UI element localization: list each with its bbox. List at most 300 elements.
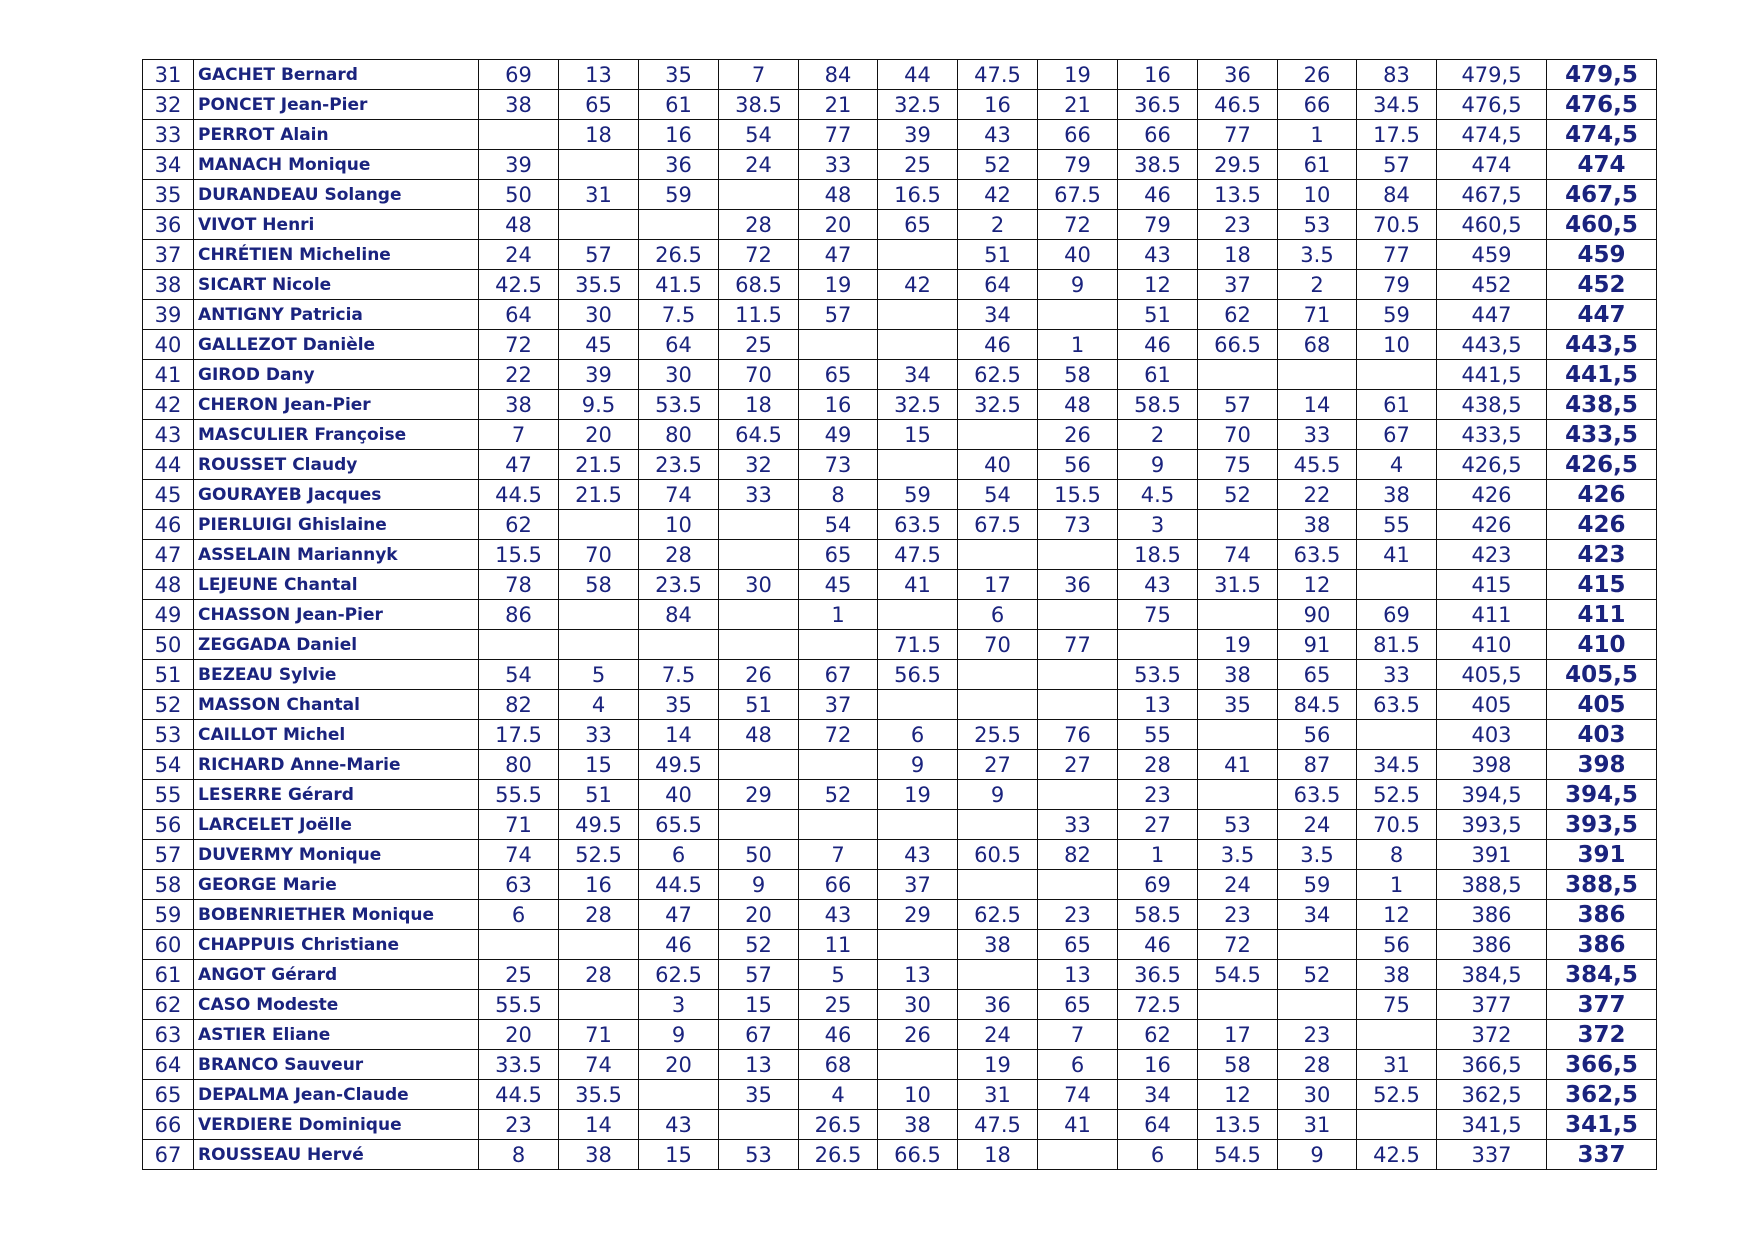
player-name-cell: BEZEAU Sylvie xyxy=(194,660,479,690)
score-cell xyxy=(719,810,799,840)
score-cell: 4 xyxy=(559,690,639,720)
score-cell: 25 xyxy=(878,150,958,180)
score-cell: 15 xyxy=(639,1140,719,1170)
score-cell: 74 xyxy=(639,480,719,510)
score-cell: 26 xyxy=(1038,420,1118,450)
score-cell: 21 xyxy=(1038,90,1118,120)
score-cell: 1 xyxy=(1038,330,1118,360)
score-cell: 68 xyxy=(799,1050,878,1080)
table-row xyxy=(143,270,1657,300)
rank-cell: 49 xyxy=(143,600,194,630)
total-cell: 426,5 xyxy=(1437,450,1547,480)
score-cell: 55.5 xyxy=(479,990,559,1020)
score-cell: 43 xyxy=(1118,570,1198,600)
score-cell: 33 xyxy=(1357,660,1437,690)
score-cell: 35.5 xyxy=(559,270,639,300)
table-row xyxy=(143,660,1657,690)
score-cell: 82 xyxy=(1038,840,1118,870)
table-row xyxy=(143,1110,1657,1140)
total-cell: 459 xyxy=(1437,240,1547,270)
score-cell: 62 xyxy=(1198,300,1278,330)
score-cell: 13 xyxy=(1118,690,1198,720)
score-cell: 43 xyxy=(1118,240,1198,270)
score-cell: 19 xyxy=(1198,630,1278,660)
score-cell: 7.5 xyxy=(639,660,719,690)
score-cell: 51 xyxy=(958,240,1038,270)
score-cell xyxy=(958,960,1038,990)
score-cell xyxy=(958,660,1038,690)
score-cell: 16 xyxy=(559,870,639,900)
player-name-cell: CHASSON Jean-Pier xyxy=(194,600,479,630)
score-cell: 13.5 xyxy=(1198,180,1278,210)
score-cell: 11 xyxy=(799,930,878,960)
score-cell xyxy=(878,930,958,960)
score-cell: 53.5 xyxy=(639,390,719,420)
score-cell xyxy=(1357,360,1437,390)
score-cell: 47 xyxy=(639,900,719,930)
rank-cell: 62 xyxy=(143,990,194,1020)
score-cell: 35 xyxy=(639,690,719,720)
score-cell: 13 xyxy=(559,60,639,90)
score-cell: 20 xyxy=(799,210,878,240)
rank-cell: 61 xyxy=(143,960,194,990)
score-cell: 28 xyxy=(559,960,639,990)
score-cell xyxy=(1038,780,1118,810)
rank-cell: 31 xyxy=(143,60,194,90)
score-cell: 61 xyxy=(1118,360,1198,390)
score-cell: 13.5 xyxy=(1198,1110,1278,1140)
score-cell: 65 xyxy=(1038,990,1118,1020)
score-cell: 24 xyxy=(1198,870,1278,900)
score-cell xyxy=(559,510,639,540)
score-cell: 8 xyxy=(799,480,878,510)
score-cell: 7 xyxy=(799,840,878,870)
final-total-cell: 423 xyxy=(1547,540,1657,570)
score-cell: 15.5 xyxy=(479,540,559,570)
score-cell: 75 xyxy=(1198,450,1278,480)
total-cell: 337 xyxy=(1437,1140,1547,1170)
score-cell: 5 xyxy=(559,660,639,690)
total-cell: 476,5 xyxy=(1437,90,1547,120)
score-cell: 20 xyxy=(479,1020,559,1050)
score-cell xyxy=(799,630,878,660)
score-cell: 45 xyxy=(559,330,639,360)
score-cell: 70 xyxy=(958,630,1038,660)
score-cell xyxy=(719,750,799,780)
score-cell: 54 xyxy=(719,120,799,150)
player-name-cell: ANGOT Gérard xyxy=(194,960,479,990)
score-cell: 41 xyxy=(878,570,958,600)
final-total-cell: 460,5 xyxy=(1547,210,1657,240)
final-total-cell: 394,5 xyxy=(1547,780,1657,810)
final-total-cell: 479,5 xyxy=(1547,60,1657,90)
score-cell: 23 xyxy=(1278,1020,1357,1050)
score-cell xyxy=(479,120,559,150)
score-cell: 31 xyxy=(559,180,639,210)
final-total-cell: 441,5 xyxy=(1547,360,1657,390)
score-cell: 18 xyxy=(719,390,799,420)
rank-cell: 65 xyxy=(143,1080,194,1110)
score-cell: 38 xyxy=(1198,660,1278,690)
player-name-cell: CHERON Jean-Pier xyxy=(194,390,479,420)
score-cell: 59 xyxy=(878,480,958,510)
table-row xyxy=(143,1080,1657,1110)
table-row xyxy=(143,630,1657,660)
score-cell xyxy=(1278,930,1357,960)
total-cell: 479,5 xyxy=(1437,60,1547,90)
total-cell: 443,5 xyxy=(1437,330,1547,360)
score-cell: 43 xyxy=(639,1110,719,1140)
final-total-cell: 398 xyxy=(1547,750,1657,780)
table-row xyxy=(143,60,1657,90)
score-cell: 37 xyxy=(1198,270,1278,300)
score-cell: 40 xyxy=(958,450,1038,480)
rank-cell: 44 xyxy=(143,450,194,480)
score-cell xyxy=(1038,540,1118,570)
score-cell: 42.5 xyxy=(479,270,559,300)
score-cell: 30 xyxy=(878,990,958,1020)
score-cell xyxy=(719,600,799,630)
score-cell xyxy=(958,870,1038,900)
score-cell xyxy=(639,210,719,240)
score-cell: 26.5 xyxy=(639,240,719,270)
score-cell: 53 xyxy=(1278,210,1357,240)
score-cell: 63.5 xyxy=(878,510,958,540)
score-cell: 69 xyxy=(479,60,559,90)
final-total-cell: 474 xyxy=(1547,150,1657,180)
total-cell: 433,5 xyxy=(1437,420,1547,450)
score-cell: 28 xyxy=(639,540,719,570)
score-cell: 32.5 xyxy=(878,90,958,120)
score-cell xyxy=(878,330,958,360)
total-cell: 366,5 xyxy=(1437,1050,1547,1080)
score-cell: 16 xyxy=(799,390,878,420)
score-cell xyxy=(1118,630,1198,660)
total-cell: 415 xyxy=(1437,570,1547,600)
total-cell: 386 xyxy=(1437,900,1547,930)
rank-cell: 33 xyxy=(143,120,194,150)
score-cell: 4.5 xyxy=(1118,480,1198,510)
score-cell: 47.5 xyxy=(958,1110,1038,1140)
score-cell xyxy=(799,330,878,360)
score-cell: 56 xyxy=(1038,450,1118,480)
score-cell xyxy=(719,540,799,570)
rank-cell: 50 xyxy=(143,630,194,660)
score-cell: 40 xyxy=(639,780,719,810)
score-cell xyxy=(878,690,958,720)
score-cell: 49.5 xyxy=(639,750,719,780)
score-cell: 66 xyxy=(1038,120,1118,150)
score-cell xyxy=(958,420,1038,450)
score-cell: 46.5 xyxy=(1198,90,1278,120)
score-cell xyxy=(719,510,799,540)
score-cell: 39 xyxy=(878,120,958,150)
score-cell: 54.5 xyxy=(1198,960,1278,990)
score-cell: 64 xyxy=(479,300,559,330)
final-total-cell: 447 xyxy=(1547,300,1657,330)
player-name-cell: LESERRE Gérard xyxy=(194,780,479,810)
score-cell: 52 xyxy=(719,930,799,960)
score-cell: 48 xyxy=(479,210,559,240)
score-cell xyxy=(799,750,878,780)
score-cell: 31 xyxy=(958,1080,1038,1110)
final-total-cell: 438,5 xyxy=(1547,390,1657,420)
score-cell xyxy=(878,810,958,840)
score-cell: 41 xyxy=(1357,540,1437,570)
score-cell: 2 xyxy=(1278,270,1357,300)
score-cell: 13 xyxy=(1038,960,1118,990)
score-cell: 57 xyxy=(1357,150,1437,180)
score-cell xyxy=(878,450,958,480)
score-cell: 5 xyxy=(799,960,878,990)
score-cell: 35 xyxy=(719,1080,799,1110)
score-cell xyxy=(559,930,639,960)
score-cell: 32.5 xyxy=(958,390,1038,420)
score-cell xyxy=(1198,360,1278,390)
score-cell: 1 xyxy=(1357,870,1437,900)
score-cell xyxy=(878,240,958,270)
total-cell: 467,5 xyxy=(1437,180,1547,210)
total-cell: 410 xyxy=(1437,630,1547,660)
player-name-cell: GOURAYEB Jacques xyxy=(194,480,479,510)
score-cell: 28 xyxy=(1278,1050,1357,1080)
score-cell: 76 xyxy=(1038,720,1118,750)
score-cell: 3 xyxy=(1118,510,1198,540)
score-cell: 66 xyxy=(799,870,878,900)
table-row xyxy=(143,720,1657,750)
score-cell: 12 xyxy=(1198,1080,1278,1110)
score-cell: 70.5 xyxy=(1357,810,1437,840)
rank-cell: 42 xyxy=(143,390,194,420)
score-cell: 41.5 xyxy=(639,270,719,300)
score-cell: 36 xyxy=(1198,60,1278,90)
score-cell: 74 xyxy=(479,840,559,870)
score-cell xyxy=(1357,1020,1437,1050)
player-name-cell: RICHARD Anne-Marie xyxy=(194,750,479,780)
score-cell xyxy=(1278,360,1357,390)
score-cell: 38 xyxy=(958,930,1038,960)
score-cell: 9 xyxy=(958,780,1038,810)
final-total-cell: 386 xyxy=(1547,900,1657,930)
rank-cell: 36 xyxy=(143,210,194,240)
score-cell: 13 xyxy=(719,1050,799,1080)
final-total-cell: 474,5 xyxy=(1547,120,1657,150)
score-cell: 62.5 xyxy=(958,360,1038,390)
score-cell: 48 xyxy=(719,720,799,750)
score-cell: 30 xyxy=(639,360,719,390)
score-cell: 9.5 xyxy=(559,390,639,420)
rank-cell: 40 xyxy=(143,330,194,360)
score-cell: 52 xyxy=(1278,960,1357,990)
total-cell: 384,5 xyxy=(1437,960,1547,990)
table-row xyxy=(143,1140,1657,1170)
score-cell: 74 xyxy=(1198,540,1278,570)
score-cell: 55 xyxy=(1357,510,1437,540)
score-cell: 84 xyxy=(799,60,878,90)
score-cell: 36 xyxy=(639,150,719,180)
score-cell: 71 xyxy=(1278,300,1357,330)
final-total-cell: 476,5 xyxy=(1547,90,1657,120)
score-cell: 61 xyxy=(1357,390,1437,420)
score-cell: 35.5 xyxy=(559,1080,639,1110)
score-cell: 33 xyxy=(719,480,799,510)
rank-cell: 57 xyxy=(143,840,194,870)
score-cell: 75 xyxy=(1357,990,1437,1020)
score-cell: 27 xyxy=(1038,750,1118,780)
score-cell: 90 xyxy=(1278,600,1357,630)
rank-cell: 32 xyxy=(143,90,194,120)
score-cell: 2 xyxy=(1118,420,1198,450)
score-cell: 68.5 xyxy=(719,270,799,300)
score-cell xyxy=(719,180,799,210)
score-cell: 54 xyxy=(958,480,1038,510)
score-cell: 71 xyxy=(479,810,559,840)
final-total-cell: 426 xyxy=(1547,510,1657,540)
table-row xyxy=(143,390,1657,420)
score-cell: 51 xyxy=(719,690,799,720)
total-cell: 377 xyxy=(1437,990,1547,1020)
score-cell: 56 xyxy=(1278,720,1357,750)
score-cell: 80 xyxy=(639,420,719,450)
score-cell: 38 xyxy=(479,390,559,420)
score-cell: 6 xyxy=(878,720,958,750)
score-cell: 6 xyxy=(479,900,559,930)
score-cell: 72 xyxy=(1038,210,1118,240)
score-cell xyxy=(559,630,639,660)
table-row xyxy=(143,900,1657,930)
player-name-cell: DUVERMY Monique xyxy=(194,840,479,870)
score-cell: 58.5 xyxy=(1118,900,1198,930)
score-cell: 28 xyxy=(559,900,639,930)
score-cell: 30 xyxy=(719,570,799,600)
total-cell: 394,5 xyxy=(1437,780,1547,810)
table-row xyxy=(143,120,1657,150)
score-cell: 23 xyxy=(1118,780,1198,810)
score-cell: 27 xyxy=(1118,810,1198,840)
table-row xyxy=(143,420,1657,450)
score-cell xyxy=(1198,990,1278,1020)
score-cell: 38 xyxy=(878,1110,958,1140)
score-cell: 35 xyxy=(639,60,719,90)
score-cell: 38.5 xyxy=(719,90,799,120)
final-total-cell: 452 xyxy=(1547,270,1657,300)
score-cell: 30 xyxy=(1278,1080,1357,1110)
score-cell: 9 xyxy=(719,870,799,900)
score-cell: 59 xyxy=(1278,870,1357,900)
score-cell xyxy=(1198,720,1278,750)
total-cell: 341,5 xyxy=(1437,1110,1547,1140)
score-cell: 22 xyxy=(479,360,559,390)
score-cell: 17 xyxy=(958,570,1038,600)
score-cell xyxy=(1198,780,1278,810)
score-cell: 20 xyxy=(559,420,639,450)
score-cell: 48 xyxy=(1038,390,1118,420)
score-cell: 66.5 xyxy=(878,1140,958,1170)
total-cell: 447 xyxy=(1437,300,1547,330)
rank-cell: 38 xyxy=(143,270,194,300)
total-cell: 452 xyxy=(1437,270,1547,300)
score-cell: 18 xyxy=(1198,240,1278,270)
score-cell: 34 xyxy=(1118,1080,1198,1110)
score-cell: 7 xyxy=(1038,1020,1118,1050)
score-cell: 41 xyxy=(1038,1110,1118,1140)
score-cell: 53.5 xyxy=(1118,660,1198,690)
score-cell: 28 xyxy=(719,210,799,240)
score-cell: 78 xyxy=(479,570,559,600)
score-cell: 26.5 xyxy=(799,1110,878,1140)
player-name-cell: LARCELET Joëlle xyxy=(194,810,479,840)
rank-cell: 53 xyxy=(143,720,194,750)
score-cell: 36 xyxy=(958,990,1038,1020)
score-cell: 72 xyxy=(799,720,878,750)
table-row xyxy=(143,450,1657,480)
player-name-cell: ROUSSET Claudy xyxy=(194,450,479,480)
score-cell: 31 xyxy=(1357,1050,1437,1080)
final-total-cell: 393,5 xyxy=(1547,810,1657,840)
final-total-cell: 362,5 xyxy=(1547,1080,1657,1110)
score-cell: 65 xyxy=(1038,930,1118,960)
score-cell: 6 xyxy=(1038,1050,1118,1080)
final-total-cell: 459 xyxy=(1547,240,1657,270)
final-total-cell: 411 xyxy=(1547,600,1657,630)
table-row xyxy=(143,780,1657,810)
player-name-cell: PIERLUIGI Ghislaine xyxy=(194,510,479,540)
score-cell xyxy=(1278,990,1357,1020)
score-cell: 10 xyxy=(878,1080,958,1110)
score-cell: 77 xyxy=(1198,120,1278,150)
score-cell: 57 xyxy=(1198,390,1278,420)
ranking-table xyxy=(142,59,1657,1170)
score-cell: 38.5 xyxy=(1118,150,1198,180)
score-cell xyxy=(1198,600,1278,630)
score-cell: 53 xyxy=(1198,810,1278,840)
score-cell: 23 xyxy=(1198,900,1278,930)
score-cell: 7.5 xyxy=(639,300,719,330)
score-cell: 31 xyxy=(1278,1110,1357,1140)
score-cell: 19 xyxy=(1038,60,1118,90)
score-cell: 15 xyxy=(878,420,958,450)
score-cell: 32.5 xyxy=(878,390,958,420)
score-cell: 65 xyxy=(878,210,958,240)
score-cell: 6 xyxy=(639,840,719,870)
score-cell: 17.5 xyxy=(479,720,559,750)
total-cell: 411 xyxy=(1437,600,1547,630)
table-row xyxy=(143,510,1657,540)
final-total-cell: 426,5 xyxy=(1547,450,1657,480)
score-cell: 91 xyxy=(1278,630,1357,660)
rank-cell: 51 xyxy=(143,660,194,690)
score-cell: 65.5 xyxy=(639,810,719,840)
player-name-cell: VERDIERE Dominique xyxy=(194,1110,479,1140)
score-cell: 37 xyxy=(878,870,958,900)
score-cell xyxy=(958,690,1038,720)
score-cell: 42 xyxy=(958,180,1038,210)
score-cell: 65 xyxy=(559,90,639,120)
score-cell: 63.5 xyxy=(1278,780,1357,810)
score-cell: 84.5 xyxy=(1278,690,1357,720)
score-cell xyxy=(1357,1110,1437,1140)
score-cell: 71.5 xyxy=(878,630,958,660)
score-cell: 52.5 xyxy=(559,840,639,870)
score-cell: 72 xyxy=(719,240,799,270)
table-row xyxy=(143,690,1657,720)
player-name-cell: MASCULIER Françoise xyxy=(194,420,479,450)
score-cell: 38 xyxy=(479,90,559,120)
score-cell: 33 xyxy=(1038,810,1118,840)
score-cell: 39 xyxy=(559,360,639,390)
score-cell: 4 xyxy=(799,1080,878,1110)
score-cell: 55 xyxy=(1118,720,1198,750)
